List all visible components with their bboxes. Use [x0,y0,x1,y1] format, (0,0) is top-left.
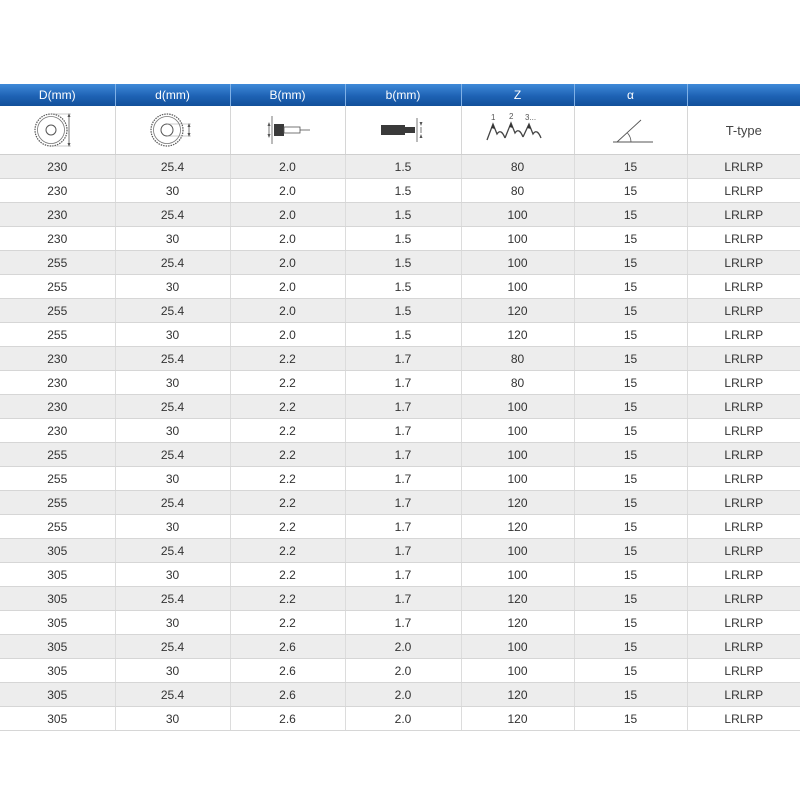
cell-tooth-type: LRLRP [687,635,800,659]
tooth-count-icon [483,110,553,150]
cell-bore-diameter: 25.4 [115,539,230,563]
cell-tooth-type: LRLRP [687,251,800,275]
cell-kerf-width: 2.0 [230,179,345,203]
cell-bore-diameter: 30 [115,179,230,203]
header-tooth-type [687,84,800,106]
table-row [0,683,800,707]
cell-tooth-count: 120 [461,323,574,347]
cell-bore-diameter: 30 [115,659,230,683]
kerf-width-icon-cell [230,106,345,155]
cell-plate-thickness: 1.7 [345,491,461,515]
cell-tooth-type: LRLRP [687,491,800,515]
cell-outer-diameter: 230 [0,419,115,443]
cell-bore-diameter: 30 [115,467,230,491]
outer-diameter-icon-cell [0,106,115,155]
cell-plate-thickness: 1.5 [345,179,461,203]
table-row [0,707,800,731]
header-plate-thickness: b(mm) [345,84,461,106]
tooth-label-2: 2 [508,112,513,121]
angle-icon-cell [574,106,687,155]
cell-tooth-type: LRLRP [687,587,800,611]
cell-tooth-count: 100 [461,419,574,443]
cell-kerf-width: 2.2 [230,491,345,515]
cell-tooth-type: LRLRP [687,227,800,251]
cell-tooth-type: LRLRP [687,611,800,635]
cell-angle: 15 [574,395,687,419]
table-row [0,515,800,539]
cell-kerf-width: 2.0 [230,227,345,251]
cell-outer-diameter: 255 [0,467,115,491]
cell-angle: 15 [574,467,687,491]
table-row [0,587,800,611]
cell-outer-diameter: 305 [0,683,115,707]
table-row [0,635,800,659]
cell-tooth-type: LRLRP [687,155,800,179]
cell-kerf-width: 2.2 [230,563,345,587]
table-body [0,155,800,731]
table-row [0,155,800,179]
cell-plate-thickness: 1.5 [345,227,461,251]
cell-outer-diameter: 305 [0,611,115,635]
cell-tooth-type: LRLRP [687,539,800,563]
cell-bore-diameter: 30 [115,707,230,731]
cell-bore-diameter: 25.4 [115,347,230,371]
cell-bore-diameter: 25.4 [115,443,230,467]
cell-plate-thickness: 1.5 [345,251,461,275]
table-row [0,491,800,515]
cell-bore-diameter: 30 [115,563,230,587]
cell-plate-thickness: 1.7 [345,611,461,635]
cell-tooth-type: LRLRP [687,347,800,371]
table-row [0,179,800,203]
cell-tooth-type: LRLRP [687,515,800,539]
cell-outer-diameter: 305 [0,587,115,611]
cell-tooth-count: 120 [461,299,574,323]
cell-bore-diameter: 25.4 [115,683,230,707]
cell-bore-diameter: 25.4 [115,635,230,659]
cell-outer-diameter: 230 [0,371,115,395]
table-row [0,299,800,323]
blade-bore-diameter-icon [143,110,203,150]
cell-bore-diameter: 25.4 [115,299,230,323]
table-row [0,539,800,563]
cell-outer-diameter: 305 [0,539,115,563]
cell-tooth-count: 120 [461,611,574,635]
header-kerf-width: B(mm) [230,84,345,106]
cell-angle: 15 [574,443,687,467]
cell-outer-diameter: 305 [0,659,115,683]
cell-tooth-count: 80 [461,155,574,179]
cell-tooth-type: LRLRP [687,203,800,227]
header-tooth-count: Z [461,84,574,106]
cell-plate-thickness: 1.7 [345,467,461,491]
table-row [0,323,800,347]
cell-tooth-type: LRLRP [687,395,800,419]
cell-kerf-width: 2.2 [230,587,345,611]
cell-tooth-type: LRLRP [687,179,800,203]
cell-plate-thickness: 2.0 [345,683,461,707]
cell-outer-diameter: 255 [0,251,115,275]
cell-kerf-width: 2.6 [230,683,345,707]
cell-kerf-width: 2.6 [230,635,345,659]
cell-bore-diameter: 30 [115,611,230,635]
cell-plate-thickness: 2.0 [345,707,461,731]
cell-plate-thickness: 1.7 [345,515,461,539]
cell-plate-thickness: 2.0 [345,659,461,683]
cell-kerf-width: 2.2 [230,419,345,443]
cell-tooth-type: LRLRP [687,563,800,587]
plate-thickness-icon [373,110,433,150]
cell-angle: 15 [574,491,687,515]
cell-plate-thickness: 1.5 [345,155,461,179]
cell-kerf-width: 2.0 [230,155,345,179]
cell-bore-diameter: 30 [115,419,230,443]
cell-outer-diameter: 230 [0,347,115,371]
cell-outer-diameter: 255 [0,299,115,323]
cell-tooth-count: 80 [461,179,574,203]
cell-tooth-count: 100 [461,251,574,275]
cell-kerf-width: 2.2 [230,611,345,635]
cell-tooth-type: LRLRP [687,275,800,299]
table-row [0,395,800,419]
table-row [0,467,800,491]
cell-angle: 15 [574,419,687,443]
cell-tooth-type: LRLRP [687,299,800,323]
tooth-count-icon-cell [461,106,574,155]
cell-kerf-width: 2.0 [230,299,345,323]
cell-angle: 15 [574,539,687,563]
cell-kerf-width: 2.6 [230,707,345,731]
cell-kerf-width: 2.0 [230,203,345,227]
blade-outer-diameter-icon [27,110,87,150]
cell-plate-thickness: 1.7 [345,347,461,371]
cell-plate-thickness: 1.7 [345,443,461,467]
cell-plate-thickness: 1.7 [345,563,461,587]
cell-bore-diameter: 25.4 [115,203,230,227]
cell-kerf-width: 2.0 [230,251,345,275]
cell-angle: 15 [574,275,687,299]
cell-kerf-width: 2.2 [230,467,345,491]
table-row [0,563,800,587]
header-angle: α [574,84,687,106]
cell-angle: 15 [574,155,687,179]
table-row [0,371,800,395]
cell-outer-diameter: 255 [0,491,115,515]
cell-plate-thickness: 1.7 [345,395,461,419]
cell-angle: 15 [574,251,687,275]
cell-outer-diameter: 230 [0,155,115,179]
table-row [0,275,800,299]
cell-angle: 15 [574,707,687,731]
cell-tooth-type: LRLRP [687,707,800,731]
tooth-label-1: 1 [490,113,495,122]
cell-bore-diameter: 25.4 [115,491,230,515]
cell-kerf-width: 2.6 [230,659,345,683]
cell-plate-thickness: 1.5 [345,203,461,227]
cell-bore-diameter: 25.4 [115,587,230,611]
table-row [0,227,800,251]
cell-tooth-count: 100 [461,227,574,251]
cell-tooth-type: LRLRP [687,371,800,395]
header-outer-diameter: D(mm) [0,84,115,106]
cell-kerf-width: 2.2 [230,515,345,539]
cell-plate-thickness: 1.5 [345,323,461,347]
cell-tooth-count: 100 [461,659,574,683]
cell-kerf-width: 2.2 [230,347,345,371]
cell-plate-thickness: 1.5 [345,299,461,323]
cell-tooth-count: 120 [461,491,574,515]
cell-outer-diameter: 305 [0,635,115,659]
cell-plate-thickness: 1.7 [345,587,461,611]
cell-outer-diameter: 305 [0,707,115,731]
cell-tooth-count: 100 [461,467,574,491]
table-row [0,203,800,227]
table-row [0,347,800,371]
table-row [0,443,800,467]
angle-icon [601,110,661,150]
header-row [0,84,800,106]
cell-tooth-type: LRLRP [687,443,800,467]
header-bore-diameter: d(mm) [115,84,230,106]
cell-outer-diameter: 230 [0,203,115,227]
cell-angle: 15 [574,347,687,371]
cell-plate-thickness: 1.5 [345,275,461,299]
cell-angle: 15 [574,635,687,659]
cell-bore-diameter: 30 [115,275,230,299]
table-row [0,419,800,443]
cell-tooth-type: LRLRP [687,683,800,707]
cell-angle: 15 [574,323,687,347]
cell-tooth-type: LRLRP [687,659,800,683]
cell-angle: 15 [574,227,687,251]
cell-bore-diameter: 25.4 [115,395,230,419]
cell-kerf-width: 2.2 [230,371,345,395]
table-row [0,659,800,683]
kerf-width-icon [258,110,318,150]
saw-blade-spec-table [0,84,800,731]
tooth-label-3: 3... [524,113,536,122]
cell-outer-diameter: 255 [0,323,115,347]
cell-kerf-width: 2.0 [230,323,345,347]
cell-kerf-width: 2.0 [230,275,345,299]
cell-angle: 15 [574,563,687,587]
cell-tooth-type: LRLRP [687,323,800,347]
cell-plate-thickness: 2.0 [345,635,461,659]
cell-tooth-count: 100 [461,275,574,299]
icon-row [0,106,800,155]
cell-tooth-count: 100 [461,635,574,659]
tooth-type-label: T-type [687,106,800,155]
cell-tooth-count: 100 [461,443,574,467]
cell-kerf-width: 2.2 [230,395,345,419]
cell-bore-diameter: 30 [115,227,230,251]
cell-outer-diameter: 230 [0,227,115,251]
cell-angle: 15 [574,179,687,203]
cell-tooth-count: 120 [461,683,574,707]
cell-angle: 15 [574,611,687,635]
cell-kerf-width: 2.2 [230,443,345,467]
cell-tooth-type: LRLRP [687,467,800,491]
plate-thickness-icon-cell [345,106,461,155]
cell-angle: 15 [574,683,687,707]
cell-bore-diameter: 30 [115,323,230,347]
cell-tooth-type: LRLRP [687,419,800,443]
cell-bore-diameter: 30 [115,371,230,395]
cell-tooth-count: 80 [461,371,574,395]
cell-plate-thickness: 1.7 [345,419,461,443]
cell-tooth-count: 100 [461,539,574,563]
cell-outer-diameter: 230 [0,179,115,203]
cell-tooth-count: 120 [461,515,574,539]
cell-tooth-count: 120 [461,707,574,731]
cell-tooth-count: 80 [461,347,574,371]
cell-angle: 15 [574,659,687,683]
cell-plate-thickness: 1.7 [345,371,461,395]
cell-outer-diameter: 230 [0,395,115,419]
cell-angle: 15 [574,371,687,395]
cell-tooth-count: 100 [461,563,574,587]
cell-angle: 15 [574,515,687,539]
cell-kerf-width: 2.2 [230,539,345,563]
table-row [0,251,800,275]
table-row [0,611,800,635]
cell-plate-thickness: 1.7 [345,539,461,563]
cell-angle: 15 [574,299,687,323]
cell-tooth-count: 100 [461,203,574,227]
cell-outer-diameter: 255 [0,275,115,299]
cell-angle: 15 [574,203,687,227]
cell-tooth-count: 100 [461,395,574,419]
cell-tooth-count: 120 [461,587,574,611]
cell-outer-diameter: 255 [0,443,115,467]
cell-bore-diameter: 25.4 [115,251,230,275]
cell-bore-diameter: 30 [115,515,230,539]
cell-bore-diameter: 25.4 [115,155,230,179]
cell-outer-diameter: 305 [0,563,115,587]
cell-angle: 15 [574,587,687,611]
bore-diameter-icon-cell [115,106,230,155]
cell-outer-diameter: 255 [0,515,115,539]
